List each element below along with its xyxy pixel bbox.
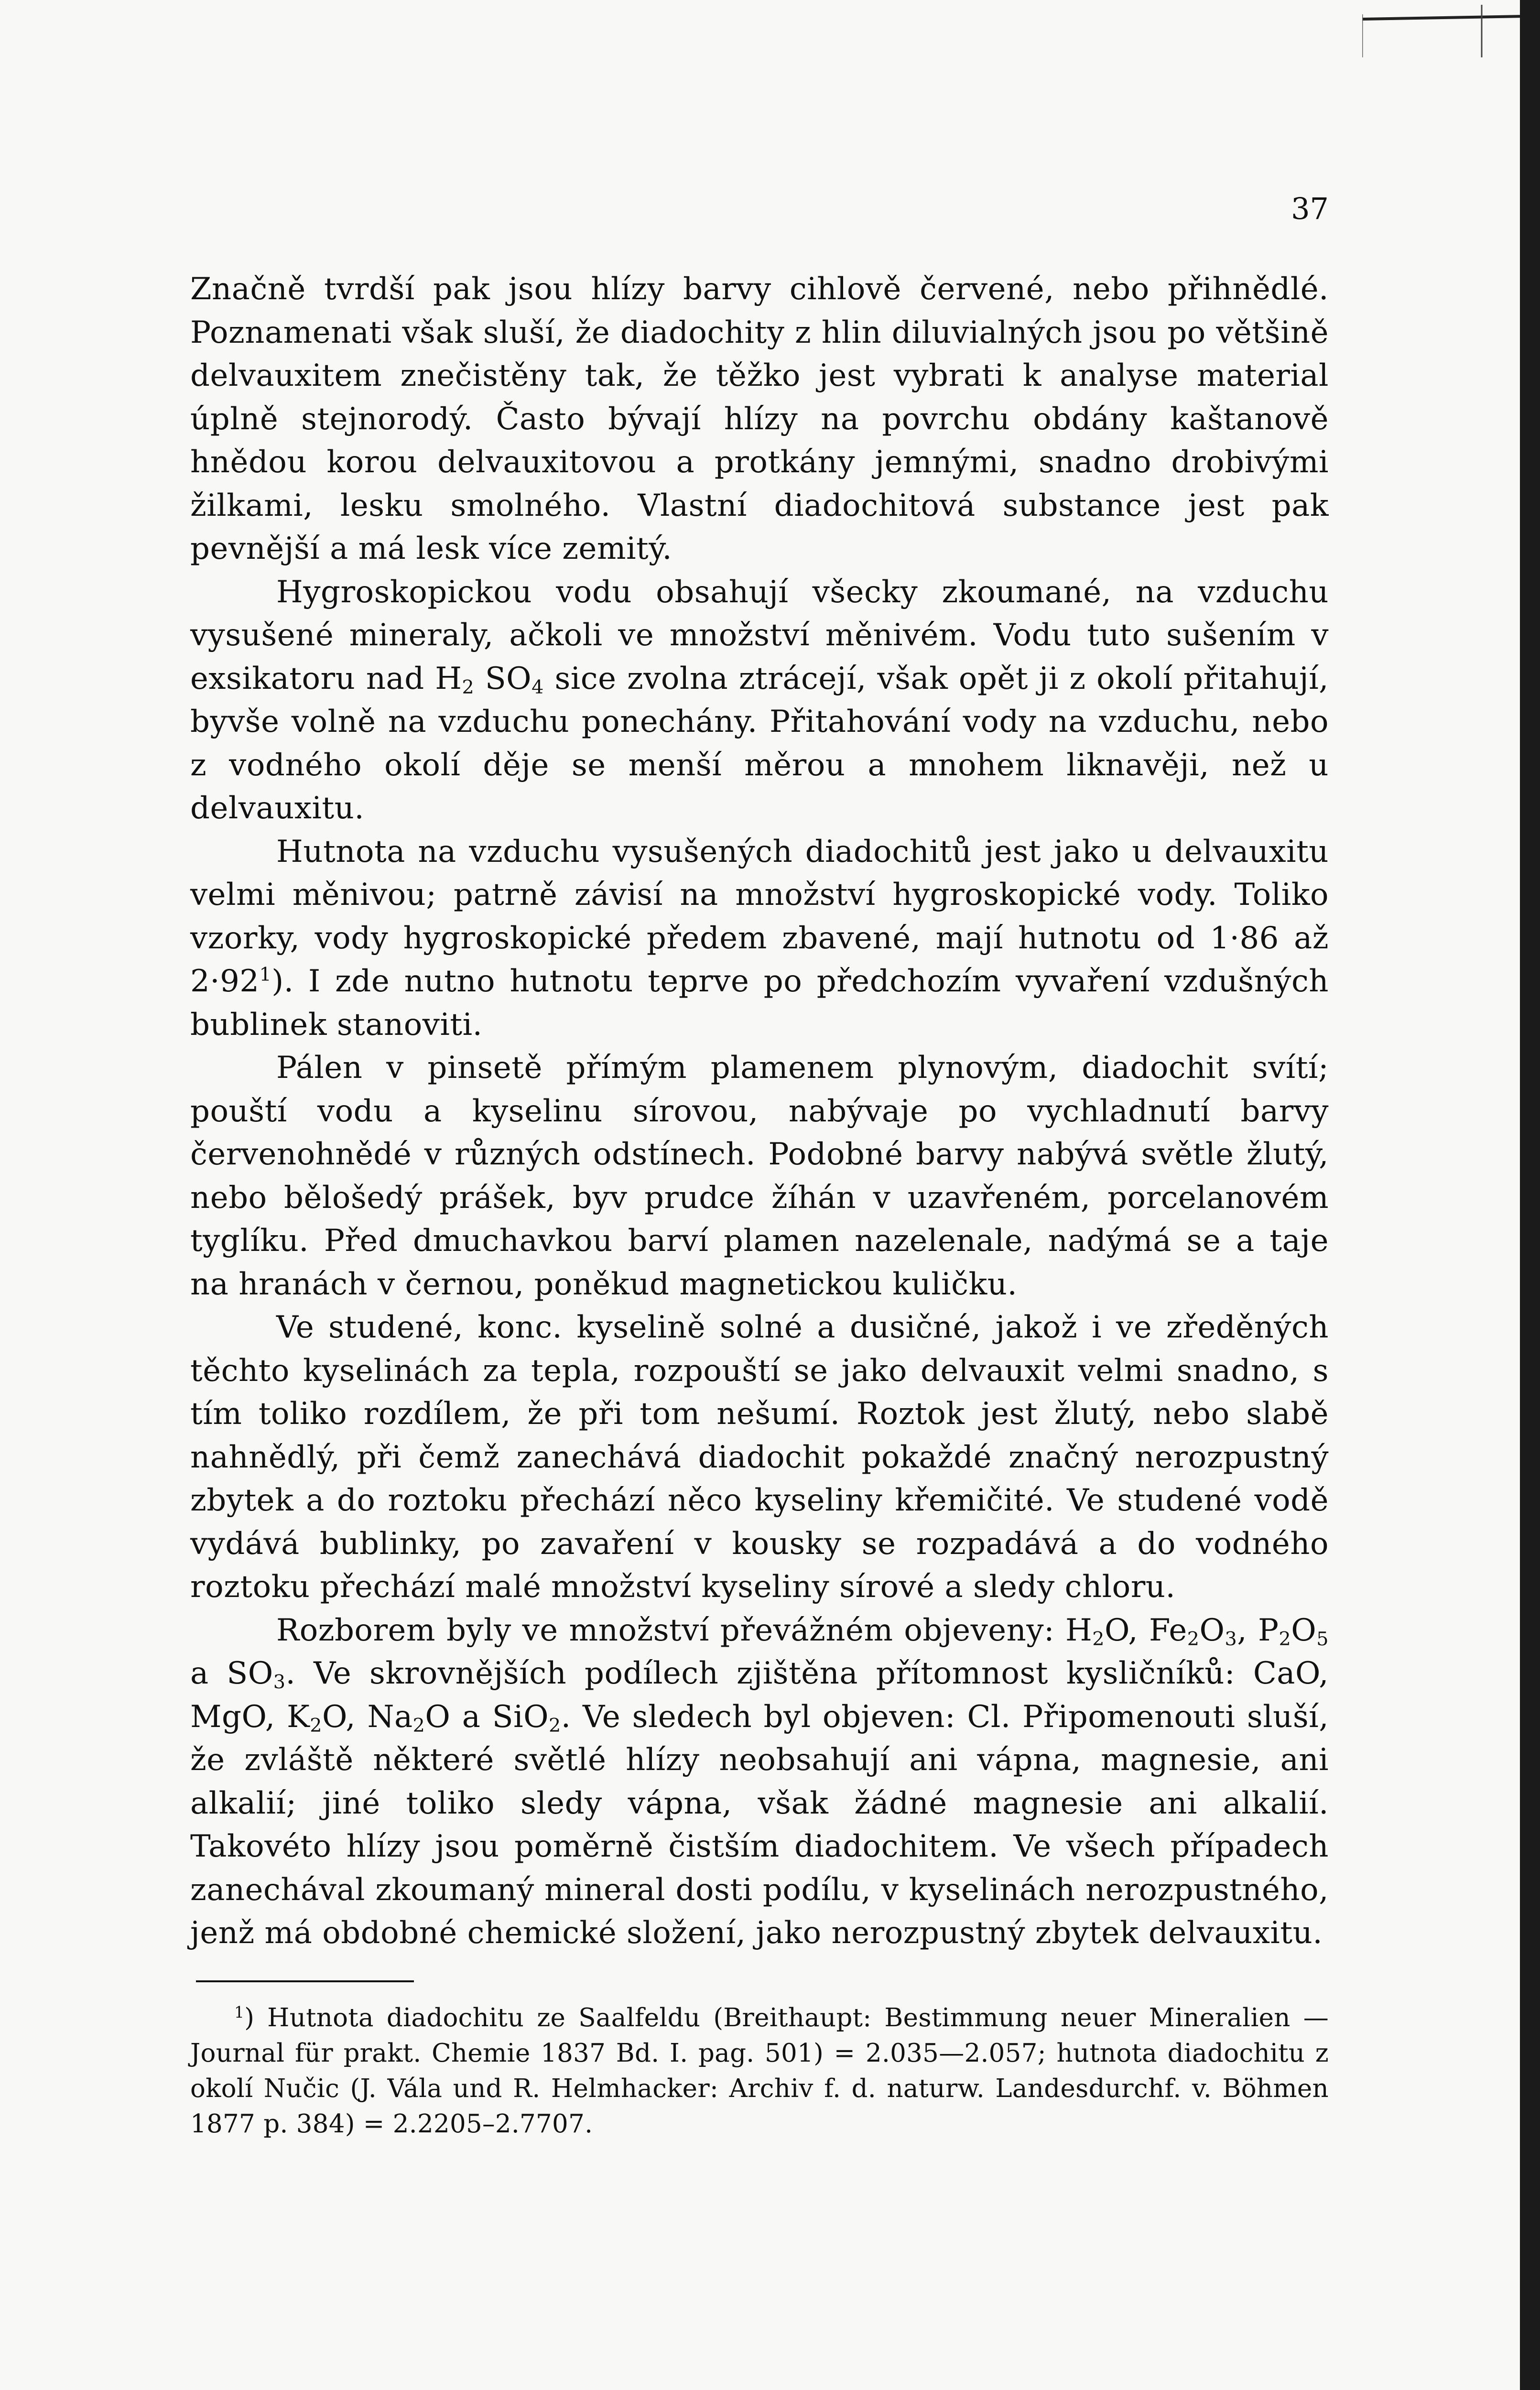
footnotes [190, 2000, 1329, 2142]
scan-edge-mark [1362, 5, 1525, 57]
body-text [190, 268, 1329, 1955]
paragraph-nodules: Značně tvrdší pak jsou hlízy barvy cihlově červené, nebo přihnědlé. Poznamenati však sluší, že diadochity z hlin diluvialných jsou po většině delvauxitem znečistěny tak, že těžko jest vybrati k analyse material úplně stejnorodý. Často bývají hlízy na povrchu obdány kaštanově hnědou korou delvauxitovou a protkány jemnými, snadno drobivými žilkami, lesku smolného. Vlastní diadochitová substance jest pak pevnější a má lesk více zemitý. [190, 272, 1329, 566]
footnote-reference: 1 [259, 964, 272, 986]
footnote-1: $^1$) Hutnota diadochitu ze Saalfeldu (Breithaupt: Bestimmung neuer Mineralien — Journal für prakt. Chemie 1837 Bd. I. pag. 501) = 2.035—2.057; hutnota diadochitu z okolí Nučic (J. Vála und R. Helmhacker: Archiv f. d. naturw. Landesdurchf. v. Böhmen 1877 p. 384) = 2.2205–2.7707. [190, 2002, 1329, 2139]
paragraph-hygroscopic: Hygroskopickou vodu obsahují všecky zkoumané, na vzduchu vysušené mineraly, ačkoli ve množství měnivém. Vodu tuto sušením v exsikatoru nad $H_2$ $SO_4$ sice zvolna ztrácejí, však opět ji z okolí přitahují, byvše volně na vzduchu ponechány. Přitahování vody na vzduchu, nebo z vodného okolí děje se menší měrou a mnohem liknavěji, než u delvauxitu. [190, 574, 1329, 826]
scan-edge [1520, 0, 1540, 2390]
footnote-divider [196, 1980, 414, 1982]
paragraph-acid-solubility: Ve studené, konc. kyselině solné a dusičné, jakož i ve zředěných těchto kyselinách za tepla, rozpouští se jako delvauxit velmi snadno, s tím toliko rozdílem, že při tom nešumí. Roztok jest žlutý, nebo slabě nahnědlý, při čemž zanechává diadochit pokaždé značný nerozpustný zbytek a do roztoku přechází něco kyseliny křemičité. Ve studené vodě vydává bublinky, po zavaření v kousky se rozpadává a do vodného roztoku přechází malé množství kyseliny sírové a sledy chloru. [190, 1310, 1329, 1605]
paragraph-analysis: Rozborem byly ve množství převážném objeveny: $H_2O$, $Fe_2O_3$, $P_2O_5$ a $SO_3$. Ve skrovnějších podílech zjištěna přítomnost kysličníků: CaO, MgO, $K_2O$, $Na_2O$ a SiO$_2$. Ve sledech byl objeven: Cl. Připomenouti sluší, že zvláště některé světlé hlízy neobsahují ani vápna, magnesie, ani alkalií; jiné toliko sledy vápna, však žádné magnesie ani alkalií. Takovéto hlízy jsou poměrně čistším diadochitem. Ve všech případech zanechával zkoumaný mineral dosti podílu, v kyselinách nerozpustného, jenž má obdobné chemické složení, jako nerozpustný zbytek delvauxitu. [190, 1612, 1329, 1951]
paragraph-flame-test: Pálen v pinsetě přímým plamenem plynovým, diadochit svítí; pouští vodu a kyselinu sírovou, nabývaje po vychladnutí barvy červenohnědé v různých odstínech. Podobné barvy nabývá světle žlutý, nebo bělošedý prášek, byv prudce žíhán v uzavřeném, porcelanovém tyglíku. Před dmuchavkou barví plamen nazelenale, nadýmá se a taje na hranách v černou, poněkud magnetickou kuličku. [190, 1050, 1329, 1302]
page-number: 37 [1291, 191, 1329, 226]
paragraph-density: Hutnota na vzduchu vysušených diadochitů jest jako u delvauxitu velmi měnivou; patrně závisí na množství hygroskopické vody. Toliko vzorky, vody hygroskopické předem zbavené, mají hutnotu od 1·86 až $2\cdot 92^1$). I zde nutno hutnotu teprve po předchozím vyvaření vzdušných bublinek stanoviti. [190, 834, 1329, 1043]
